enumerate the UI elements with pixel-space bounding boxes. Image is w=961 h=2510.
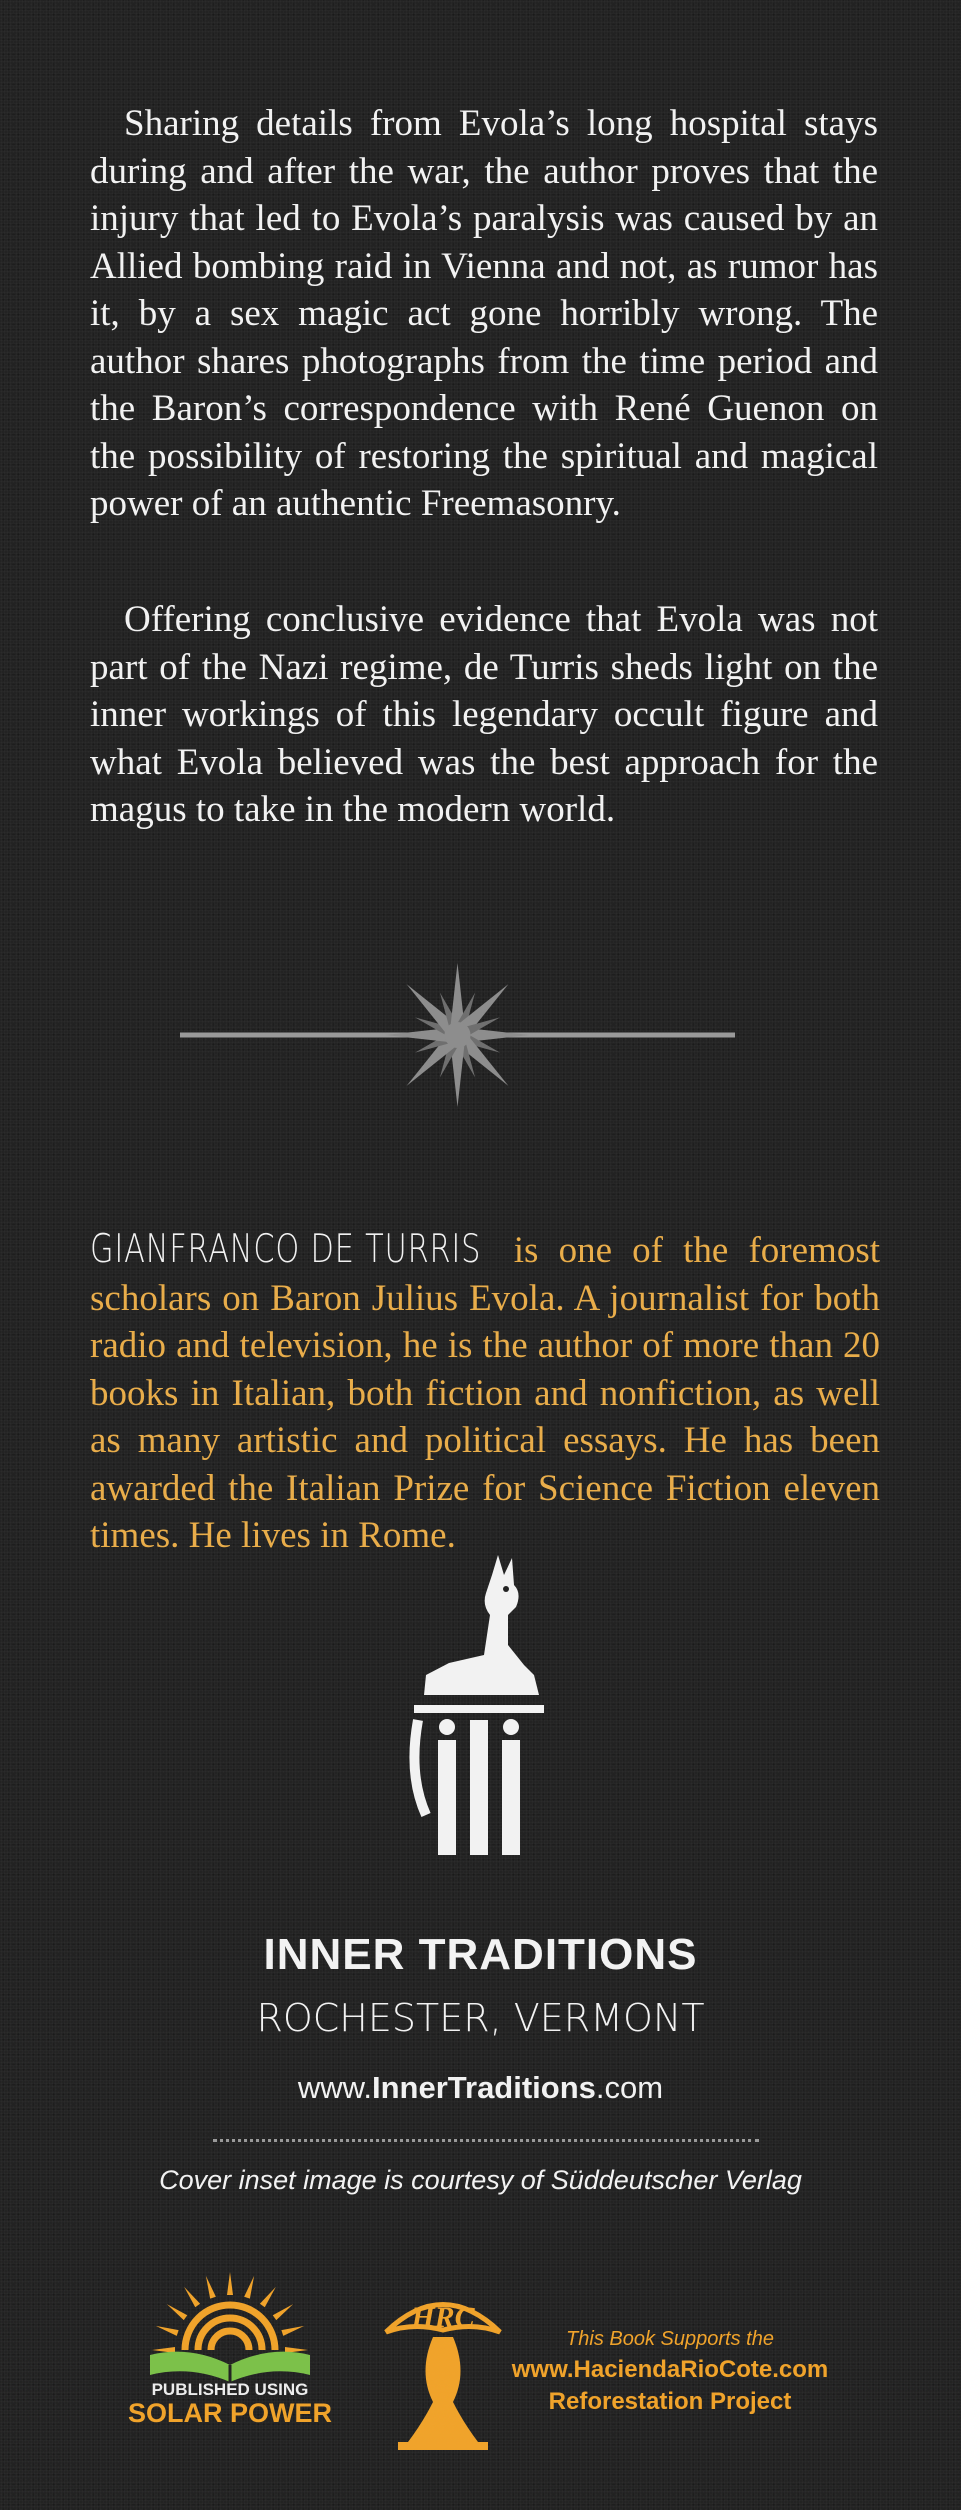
- dotted-divider: [213, 2139, 759, 2142]
- author-name: GIANFRANCO DE TURRIS: [90, 1227, 482, 1272]
- sun-starburst-divider-icon: [180, 955, 735, 1115]
- hrc-line-3: Reforestation Project: [548, 2388, 792, 2415]
- publisher-url[interactable]: [0, 2070, 961, 2106]
- hrc-logo-text: HRC: [411, 2301, 475, 2334]
- url-prefix: www.: [297, 2070, 372, 2105]
- description-paragraph-2: Offering conclusive evidence that Evola was not part of the Nazi regime, de Turris sheds light on the inner workings of this legendary occult figure and what Evola believed was the best approach for the magus to take in the modern world.: [90, 599, 878, 830]
- solar-line-2: SOLAR POWER: [127, 2398, 332, 2428]
- author-bio-text: is one of the foremost scholars on Baron Julius Evola. A journalist for both radio and television, he is the author of more than 20 books in Italian, both fiction and nonfiction, as well as many artistic and political essays. He has been awarded the Italian Prize for Science Fiction eleven times. He lives in Rome.: [90, 1230, 880, 1556]
- author-bio: [90, 1226, 880, 1560]
- hrc-line-1: This Book Supports the: [566, 2328, 774, 2350]
- anubis-jackal-logo-icon: [404, 1555, 554, 1865]
- publisher-name: INNER TRADITIONS: [263, 1930, 698, 1979]
- solar-line-1: PUBLISHED USING: [151, 2380, 309, 2399]
- hrc-url-link[interactable]: www.HaciendaRioCote.com: [511, 2356, 829, 2383]
- image-credit: Cover inset image is courtesy of Süddeutscher Verlag: [159, 2165, 802, 2195]
- url-suffix: .com: [595, 2070, 664, 2105]
- publisher-location: ROCHESTER, VERMONT: [256, 1996, 705, 2040]
- description-paragraph-1: Sharing details from Evola’s long hospital stays during and after the war, the author proves that the injury that led to Evola’s paralysis was caused by an Allied bombing raid in Vienna and not, as rumor has it, by a sex magic act gone horribly wrong. The author shares photographs from the time period and the Baron’s correspondence with René Guenon on the possibility of restoring the spiritual and magical power of an authentic Freemasonry.: [90, 103, 878, 524]
- hrc-tree-logo-icon: [378, 2282, 508, 2457]
- url-bold: InnerTraditions: [371, 2070, 596, 2105]
